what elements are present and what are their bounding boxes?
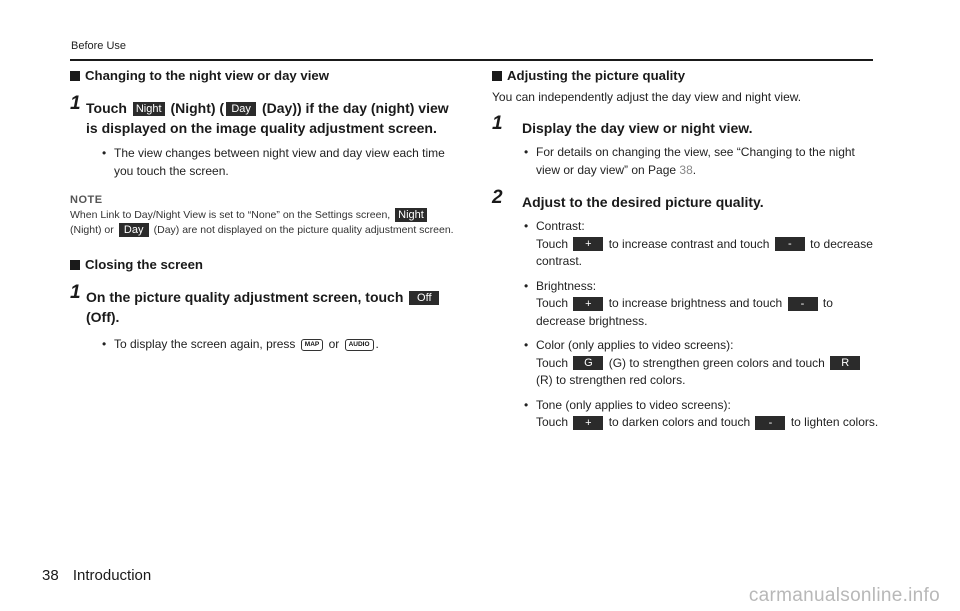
page-footer [42,567,161,584]
step-touch-night-day: 1 Touch Night (Night) ( Day (Day)) if the day (night) view is displayed on the image quality adjustment screen. [70,93,449,136]
step-number: 2 [492,187,503,208]
step-number: 1 [70,282,81,303]
list-item-tone: • Tone (only applies to video screens): Touch + to darken colors and touch - to lighten colors. [524,397,879,429]
night-button: Night [395,208,427,222]
square-bullet-icon [492,71,502,81]
watermark: carmanualsonline.info [748,585,940,606]
square-bullet-icon [70,71,80,81]
intro-text: You can independently adjust the day view and night view. [492,90,802,104]
left-column [70,67,460,354]
square-bullet-icon [70,260,80,270]
chapter-title: Introduction [72,567,152,584]
audio-key-icon: AUDIO [345,339,374,351]
brightness-minus-button[interactable]: - [788,297,818,311]
step-number: 1 [492,113,503,134]
contrast-minus-button[interactable]: - [775,237,805,251]
heading-closing-screen: Closing the screen [70,256,460,273]
header-rule [70,59,873,61]
heading-picture-quality: Adjusting the picture quality [492,67,882,84]
map-key-icon: MAP [301,339,323,351]
page-reference-link[interactable]: 38 [679,162,693,177]
off-button[interactable]: Off [409,291,439,305]
list-item-brightness: • Brightness: Touch + to increase brightness and touch - to decrease brightness. [524,278,833,328]
step-touch-off: 1 On the picture quality adjustment screen, touch Off (Off). [70,287,460,327]
night-button[interactable]: Night [133,102,165,116]
page-number: 38 [42,567,59,584]
contrast-plus-button[interactable]: + [573,237,603,251]
list-item-color: • Color (only applies to video screens): Touch G (G) to strengthen green colors and touch R (R) to strengthen red colors. [492,337,882,390]
green-button[interactable]: G [573,356,603,370]
section-label: Before Use [71,40,127,52]
list-item: • The view changes between night view and day view each time you touch the screen. [102,146,445,178]
tone-minus-button[interactable]: - [755,416,785,430]
day-button[interactable]: Day [226,102,256,116]
red-button[interactable]: R [830,356,860,370]
note-block [70,194,460,238]
list-item: • For details on changing the view, see “Changing to the night view or day view” on Page 38. [524,145,855,177]
note-text: When Link to Day/Night View is set to “None” on the Settings screen, Night (Night) or Day (Day) are not displayed on the picture quality adjustment screen. [70,209,454,237]
heading-night-day-view: Changing to the night view or day view [70,67,460,84]
brightness-plus-button[interactable]: + [573,297,603,311]
tone-plus-button[interactable]: + [573,416,603,430]
list-item-contrast: • Contrast: Touch + to increase contrast and touch - to decrease contrast. [524,219,873,268]
list-item: • To display the screen again, press MAP or AUDIO . [102,337,379,351]
step-number: 1 [70,93,81,114]
step-adjust-quality: 2 Adjust to the desired picture quality. [492,187,764,210]
step-display-view: 1 Display the day view or night view. [492,113,753,136]
right-column [492,67,882,432]
day-button: Day [119,223,149,237]
note-heading: NOTE [70,194,103,206]
